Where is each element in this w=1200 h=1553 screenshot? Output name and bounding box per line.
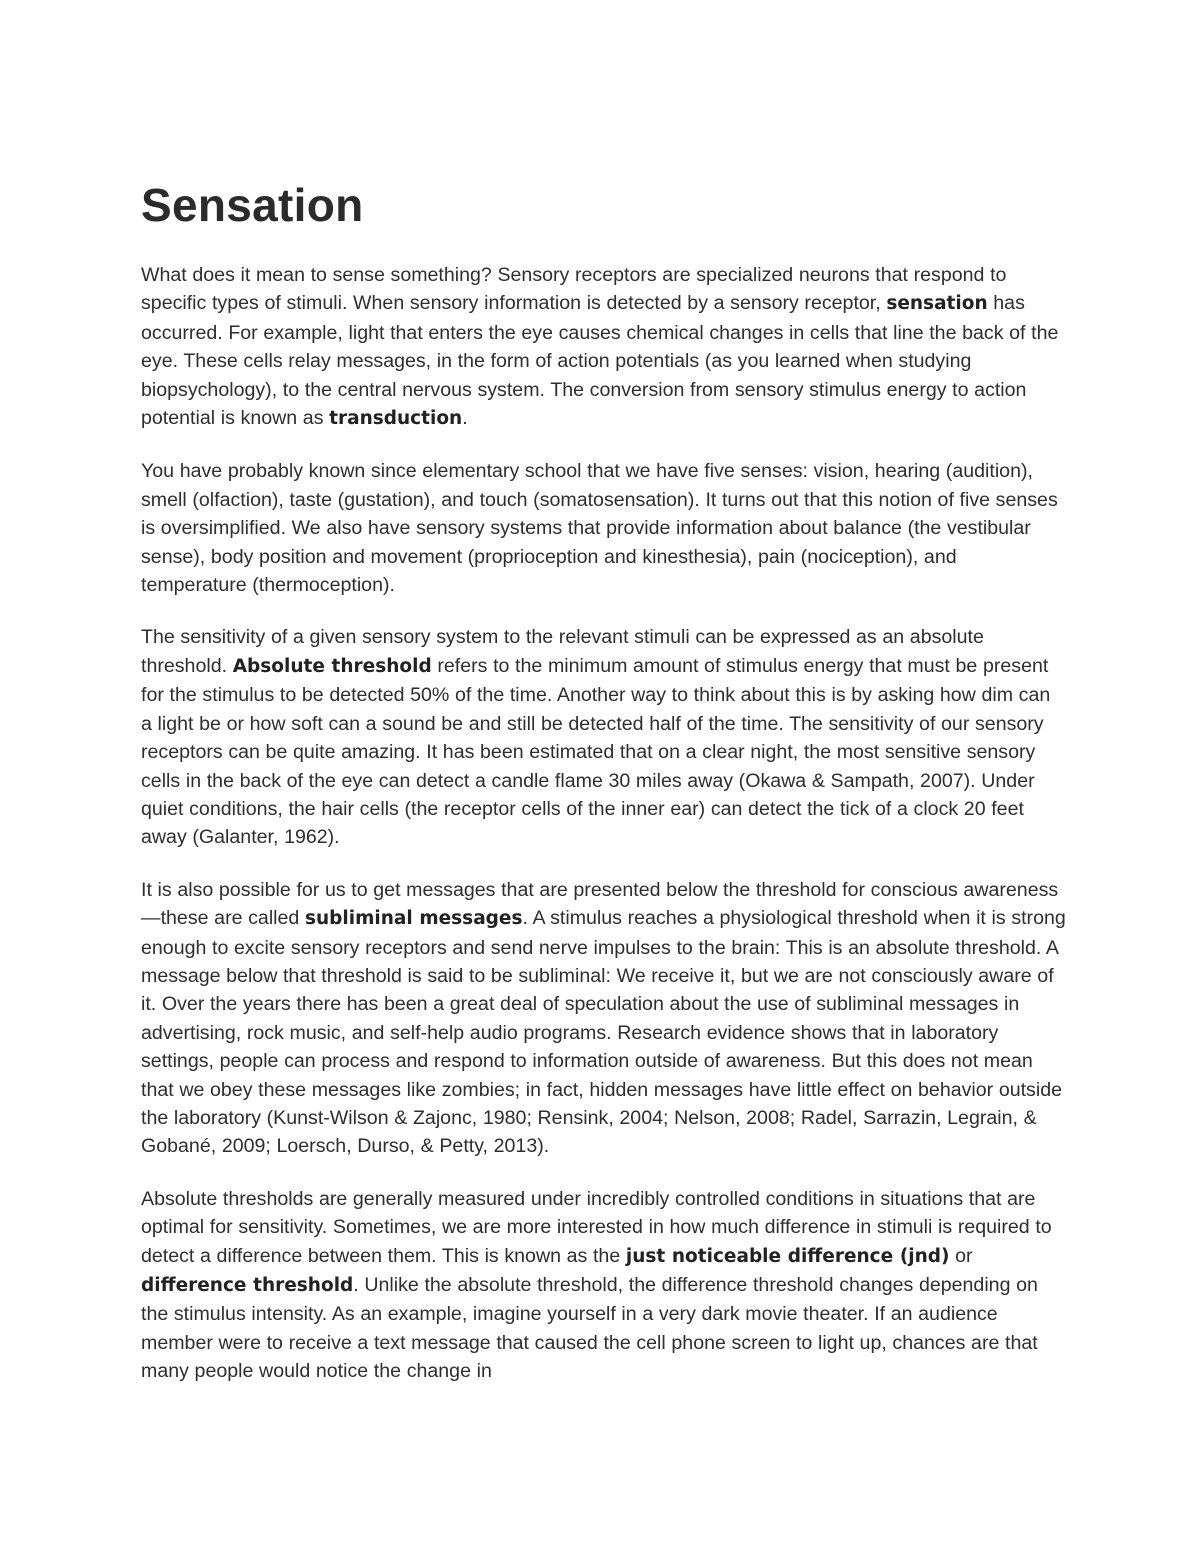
key-term-jnd: just noticeable difference (jnd) — [625, 1245, 950, 1267]
paragraph-text: It is also possible for us to get messages that are presented below the threshold for conscious awareness—these are called — [141, 878, 1059, 930]
key-term-transduction: transduction — [329, 408, 463, 430]
paragraph-text: . A stimulus reaches a physiological threshold when it is strong enough to excite sensory receptors and send nerve impulses to the brain: This is an absolute threshold. A message below that threshold is said to be subliminal: We receive it, but we are not consciously aware of it. Over the years there has been a great deal of speculation about the use of subliminal messages in advertising, rock music, and self-help audio programs. Research evidence shows that in laboratory settings, people can process and respond to information outside of awareness. But this does not mean that we obey these messages like zombies; in fact, hidden messages have little effect on behavior outside the laboratory (Kunst-Wilson & Zajonc, 1980; Rensink, 2004; Nelson, 2008; Radel, Sarrazin, Legrain, & Gobané, 2009; Loersch, Durso, & Petty, 2013). — [141, 907, 1066, 1158]
paragraph-text: Absolute thresholds are generally measured under incredibly controlled conditions in situations that are optimal for sensitivity. Sometimes, we are more interested in how much difference in stimuli is required to detect a difference between them. This is known as the — [141, 1187, 1052, 1267]
paragraph-sensation-definition — [141, 261, 1066, 433]
key-term-absolute-threshold: Absolute threshold — [232, 655, 432, 677]
paragraph-text: . — [462, 407, 468, 430]
paragraph-text: What does it mean to sense something? Sensory receptors are specialized neurons that respond to specific types of stimuli. When sensory information is detected by a sensory receptor, — [141, 264, 1007, 315]
paragraph-text: refers to the minimum amount of stimulus energy that must be present for the stimulus to be detected 50% of the time. Another way to think about this is by asking how dim can a light be or how soft can a sound be and still be detected half of the time. The sensitivity of our sensory receptors can be quite amazing. It has been estimated that on a clear night, the most sensitive sensory cells in the back of the eye can detect a candle flame 30 miles away (Okawa & Sampath, 2007). Under quiet conditions, the hair cells (the receptor cells of the inner ear) can detect the tick of a clock 20 feet away (Galanter, 1962). — [141, 654, 1051, 849]
paragraph-difference-threshold — [141, 1185, 1066, 1386]
paragraph-text: . Unlike the absolute threshold, the difference threshold changes depending on the stimulus intensity. As an example, imagine yourself in a very dark movie theater. If an audience member were to receive a text message that caused the cell phone screen to light up, chances are that many people would notice the change in — [141, 1274, 1038, 1383]
key-term-difference-threshold: difference threshold — [141, 1275, 354, 1296]
paragraph-subliminal-messages — [141, 876, 1066, 1161]
document-page — [141, 178, 1066, 1386]
paragraph-text: You have probably known since elementary school that we have five senses: vision, hearing (audition), smell (olfaction), taste (gustation), and touch (somatosensation). It turns out that this notion of five senses is oversimplified. We also have sensory systems that provide information about balance (the vestibular sense), body position and movement (proprioception and kinesthesia), pain (nociception), and temperature (thermoception). — [141, 460, 1058, 597]
paragraph-text: The sensitivity of a given sensory system to the relevant stimuli can be expressed as an absolute threshold. — [141, 626, 984, 677]
key-term-sensation: sensation — [886, 293, 988, 315]
key-term-subliminal-messages: subliminal messages — [304, 908, 523, 930]
page-title: Sensation — [141, 179, 364, 231]
paragraph-absolute-threshold — [141, 623, 1066, 851]
paragraph-text: or — [949, 1244, 973, 1267]
paragraph-five-senses — [141, 457, 1066, 599]
paragraph-text: has occurred. For example, light that enters the eye causes chemical changes in cells that line the back of the eye. These cells relay messages, in the form of action potentials (as you learned when studying biopsychology), to the central nervous system. The conversion from sensory stimulus energy to action potential is known as — [141, 292, 1059, 430]
